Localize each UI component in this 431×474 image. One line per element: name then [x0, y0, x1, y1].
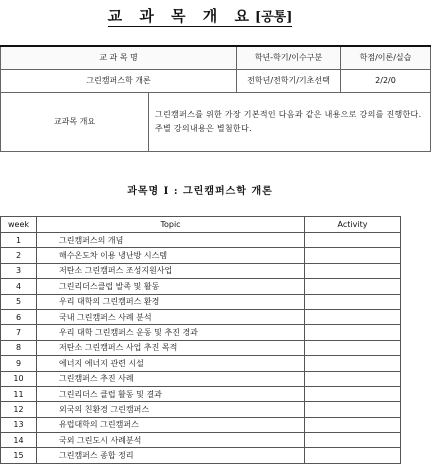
schedule-section-title: 과목명 I : 그린캠퍼스학 개론	[127, 186, 273, 197]
week-topic: 저탄소 그린캠퍼스 조성지원사업	[37, 263, 305, 278]
course-info-header-row	[1, 46, 431, 70]
table-row	[1, 325, 401, 340]
week-activity	[305, 233, 401, 248]
week-activity	[305, 294, 401, 309]
week-topic: 그린캠퍼스의 개념	[37, 233, 305, 248]
week-number: 6	[1, 309, 37, 324]
week-topic: 우리 대학 그린캠퍼스 운동 및 추진 경과	[37, 325, 305, 340]
document-title	[0, 6, 400, 28]
table-row	[1, 417, 401, 432]
week-number: 15	[1, 448, 37, 463]
week-number: 7	[1, 325, 37, 340]
course-summary-text: 그린캠퍼스를 위한 가장 기본적인 다음과 같은 내용으로 강의를 진행한다. 주별 강의내용은 별첨한다.	[149, 93, 431, 152]
table-row	[1, 309, 401, 324]
table-row	[1, 340, 401, 355]
document-title-tag: [공통]	[254, 10, 293, 25]
course-info-table	[0, 45, 431, 152]
activity-column-header: Activity	[305, 217, 401, 233]
course-name-value: 그린캠퍼스학 개론	[1, 70, 237, 93]
table-row	[1, 433, 401, 448]
table-row	[1, 248, 401, 263]
week-number: 4	[1, 279, 37, 294]
course-category-header: 학년-학기/이수구분	[237, 46, 341, 70]
week-activity	[305, 356, 401, 371]
week-topic: 국내 그린캠퍼스 사례 분석	[37, 309, 305, 324]
week-number: 10	[1, 371, 37, 386]
document-title-text: 교 과 목 개 요	[107, 7, 255, 25]
week-number: 1	[1, 233, 37, 248]
week-number: 2	[1, 248, 37, 263]
week-topic: 국외 그린도시 사례분석	[37, 433, 305, 448]
week-topic: 유럽대학의 그린캠퍼스	[37, 417, 305, 432]
week-activity	[305, 340, 401, 355]
schedule-header-row	[1, 217, 401, 233]
week-topic: 외국의 친환경 그린캠퍼스	[37, 402, 305, 417]
week-activity	[305, 448, 401, 463]
week-topic: 그린캠퍼스 종합 정리	[37, 448, 305, 463]
week-topic: 그린리더스클럽 발족 및 활동	[37, 279, 305, 294]
week-activity	[305, 371, 401, 386]
course-credit-header: 학점/이론/실습	[341, 46, 431, 70]
week-number: 9	[1, 356, 37, 371]
table-row	[1, 386, 401, 401]
topic-column-header: Topic	[37, 217, 305, 233]
week-number: 5	[1, 294, 37, 309]
week-topic: 저탄소 그린캠퍼스 사업 추진 목적	[37, 340, 305, 355]
week-activity	[305, 263, 401, 278]
week-activity	[305, 417, 401, 432]
table-row	[1, 233, 401, 248]
week-activity	[305, 386, 401, 401]
document-title-underline	[108, 7, 293, 27]
week-number: 12	[1, 402, 37, 417]
course-summary-label: 교과목 개요	[1, 93, 149, 152]
table-row	[1, 371, 401, 386]
week-number: 8	[1, 340, 37, 355]
week-topic: 에너지 에너지 관련 시설	[37, 356, 305, 371]
week-column-header: week	[1, 217, 37, 233]
course-summary-row	[1, 93, 431, 152]
table-row	[1, 356, 401, 371]
week-activity	[305, 248, 401, 263]
week-number: 11	[1, 386, 37, 401]
table-row	[1, 294, 401, 309]
week-topic: 우리 대학의 그린캠퍼스 환경	[37, 294, 305, 309]
week-topic: 그린캠퍼스 추진 사례	[37, 371, 305, 386]
week-topic: 해수온도차 이용 냉난방 시스템	[37, 248, 305, 263]
course-name-header: 교 과 목 명	[1, 46, 237, 70]
course-credit-value: 2/2/0	[341, 70, 431, 93]
table-row	[1, 448, 401, 463]
week-number: 3	[1, 263, 37, 278]
table-row	[1, 279, 401, 294]
week-activity	[305, 279, 401, 294]
week-activity	[305, 309, 401, 324]
table-row	[1, 263, 401, 278]
week-number: 13	[1, 417, 37, 432]
table-row	[1, 402, 401, 417]
week-number: 14	[1, 433, 37, 448]
week-activity	[305, 402, 401, 417]
week-topic: 그린리더스 클럽 활동 및 결과	[37, 386, 305, 401]
weekly-schedule-table	[0, 216, 401, 464]
course-info-value-row	[1, 70, 431, 93]
course-category-value: 전학년/전학기/기초선택	[237, 70, 341, 93]
week-activity	[305, 325, 401, 340]
week-activity	[305, 433, 401, 448]
